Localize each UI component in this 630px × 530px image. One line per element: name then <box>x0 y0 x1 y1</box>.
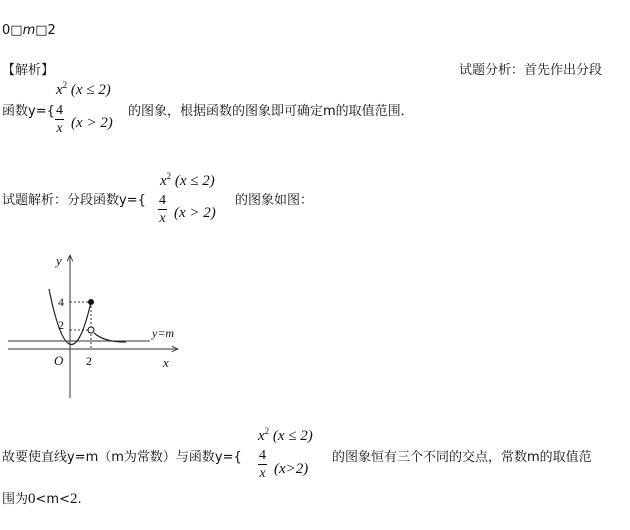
piecewise-fraction: 4 x <box>56 103 63 136</box>
piecewise3-fraction: 4 x <box>259 448 266 481</box>
solution-text-after: 的图象如图： <box>235 193 314 208</box>
answer-zero: 0 <box>2 23 11 38</box>
piecewise3-case-2-cond: (x>2) <box>274 461 309 477</box>
analysis-label: 试题分析：首先作出分段 <box>459 63 603 78</box>
answer-two: 2 <box>47 23 56 38</box>
analysis-text-before: 函数y={ <box>2 104 55 119</box>
answer-box-2: □ <box>35 23 48 38</box>
line-label: y=m <box>152 326 175 340</box>
closed-point <box>88 299 94 305</box>
piecewise-case-1: $x^2$ (x ≤ 2) <box>56 80 111 98</box>
tick-label-4: 4 <box>58 295 64 309</box>
conclusion-text-after: 的图象恒有三个不同的交点，常数m的取值范 <box>332 450 592 465</box>
tick-label-2y: 2 <box>58 318 64 332</box>
analysis-text-after: 的图象，根据函数的图象即可确定m的取值范围． <box>128 104 414 119</box>
answer-line <box>2 23 56 39</box>
piecewise2-fraction: 4 x <box>159 193 166 226</box>
conclusion-line-2: 围为0<m<2. <box>2 491 82 507</box>
open-point <box>88 327 94 333</box>
piecewise-case-2-cond: (x > 2) <box>71 115 113 131</box>
y-axis-label: y <box>56 253 62 268</box>
answer-box-1: □ <box>10 23 23 38</box>
piecewise2-case-2-cond: (x > 2) <box>174 205 216 221</box>
piecewise3-case-1: $x^2$ (x ≤ 2) <box>258 426 313 444</box>
function-graph <box>0 245 210 405</box>
jiexi-label: 【解析】 <box>2 63 55 78</box>
piecewise2-case-1: $x^2$ (x ≤ 2) <box>160 171 215 189</box>
solution-text-before: 试题解析：分段函数y={ <box>2 193 146 208</box>
conclusion-text-before: 故要使直线y=m（m为常数）与函数y={ <box>2 450 242 465</box>
tick-label-2x: 2 <box>86 354 92 368</box>
x-axis-label: x <box>163 355 169 370</box>
origin-label: O <box>54 353 64 368</box>
answer-var-m: m <box>22 23 36 38</box>
